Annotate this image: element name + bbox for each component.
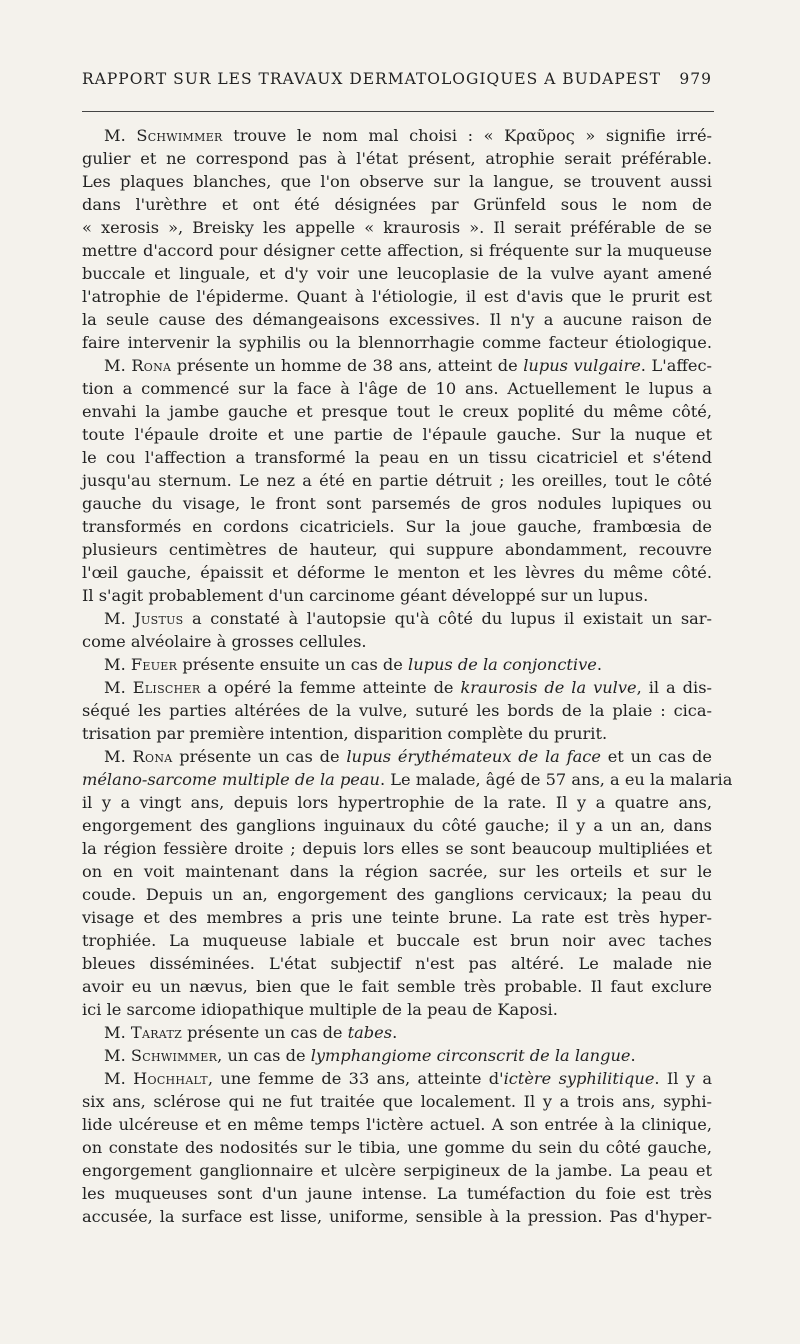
text-line	[82, 1159, 712, 1182]
text-run: Les plaques blanches, que l'on observe sur la langue, se trouvent aussi	[82, 172, 712, 191]
text-run: avoir eu un nævus, bien que le fait semble très probable. Il faut exclure	[82, 977, 712, 996]
text-line	[82, 216, 712, 239]
author-name: Taratz	[130, 1023, 183, 1042]
text-run: mettre d'accord pour désigner cette affection, si fréquente sur la muqueuse	[82, 241, 712, 260]
text-run: M.	[104, 1069, 134, 1088]
text-run: a opéré la femme atteinte de	[200, 678, 461, 697]
text-line	[82, 1067, 712, 1090]
text-run: « xerosis », Breisky les appelle « kraurosis ». Il serait préférable de se	[82, 218, 712, 237]
text-line	[82, 1136, 712, 1159]
text-run: on constate des nodosités sur le tibia, une gomme du sein du côté gauche,	[82, 1138, 712, 1157]
text-run: gauche du visage, le front sont parsemés de gros nodules lupiques ou	[82, 494, 712, 513]
italic-term: kraurosis de la vulve	[460, 678, 637, 697]
text-run: envahi la jambe gauche et presque tout le creux poplité du même côté,	[82, 402, 712, 421]
author-name: Rona	[132, 747, 173, 766]
text-run: présente un cas de	[182, 1023, 348, 1042]
text-line	[82, 1090, 712, 1113]
text-line	[82, 998, 712, 1021]
text-line	[82, 653, 712, 676]
text-run: trouve le nom mal choisi : « Κραῦρος » signifie irré-	[222, 126, 713, 145]
text-line	[82, 584, 712, 607]
text-line	[82, 745, 712, 768]
text-line	[82, 1205, 712, 1228]
text-line	[82, 929, 712, 952]
text-line	[82, 170, 712, 193]
text-run: M.	[104, 609, 135, 628]
author-name: Justus	[134, 609, 184, 628]
running-title: RAPPORT SUR LES TRAVAUX DERMATOLOGIQUES A BUDAPEST	[82, 70, 662, 88]
text-line	[82, 193, 712, 216]
text-run: M.	[104, 747, 133, 766]
text-run: tion a commencé sur la face à l'âge de 10 ans. Actuellement le lupus a	[82, 379, 712, 398]
text-run: présente un cas de	[172, 747, 347, 766]
text-run: le cou l'affection a transformé la peau en un tissu cicatriciel et s'étend	[82, 448, 712, 467]
text-line	[82, 699, 712, 722]
text-line	[82, 768, 733, 791]
author-name: Elischer	[132, 678, 201, 697]
text-run: M.	[104, 1023, 131, 1042]
text-line	[82, 124, 712, 147]
text-run: lide ulcéreuse et en même temps l'ictère actuel. A son entrée à la clinique,	[82, 1115, 712, 1134]
text-run: .	[630, 1046, 636, 1065]
text-run: engorgement des ganglions inguinaux du côté gauche; il y a un an, dans	[82, 816, 712, 835]
italic-term: lymphangiome circonscrit de la langue	[310, 1046, 631, 1065]
text-run: bleues disséminées. L'état subjectif n'est pas altéré. Le malade nie	[82, 954, 712, 973]
text-line	[82, 400, 712, 423]
text-run: M.	[104, 126, 137, 145]
text-line	[82, 906, 712, 929]
text-run: la région fessière droite ; depuis lors elles se sont beaucoup multipliées et	[82, 839, 712, 858]
text-line	[82, 147, 712, 170]
text-run: jusqu'au sternum. Le nez a été en partie détruit ; les oreilles, tout le côté	[82, 471, 712, 490]
text-line	[82, 354, 712, 377]
text-line	[82, 538, 712, 561]
text-line	[82, 239, 712, 262]
text-line	[82, 308, 712, 331]
text-line	[82, 837, 712, 860]
text-run: ici le sarcome idiopathique multiple de la peau de Kaposi.	[82, 1000, 558, 1019]
text-line	[82, 1021, 712, 1044]
text-run: transformés en cordons cicatriciels. Sur la joue gauche, frambœsia de	[82, 517, 712, 536]
text-run: dans l'urèthre et ont été désignées par Grünfeld sous le nom de	[82, 195, 712, 214]
text-run: présente un homme de 38 ans, atteint de	[171, 356, 524, 375]
italic-term: lupus érythémateux de la face	[346, 747, 601, 766]
text-line	[82, 285, 712, 308]
text-run: come alvéolaire à grosses cellules.	[82, 632, 367, 651]
author-name: Schwimmer	[130, 1046, 218, 1065]
text-line	[82, 676, 712, 699]
page-number: 979	[679, 70, 712, 88]
text-line	[82, 722, 712, 745]
text-run: , une femme de 33 ans, atteinte d'	[207, 1069, 504, 1088]
text-run: six ans, sclérose qui ne fut traitée que localement. Il y a trois ans, syphi-	[82, 1092, 712, 1111]
body-text	[82, 124, 733, 1228]
text-line	[82, 860, 712, 883]
text-line	[82, 469, 712, 492]
text-run: accusée, la surface est lisse, uniforme, sensible à la pression. Pas d'hyper-	[82, 1207, 712, 1226]
text-line	[82, 377, 712, 400]
text-run: il y a vingt ans, depuis lors hypertrophie de la rate. Il y a quatre ans,	[82, 793, 712, 812]
text-run: faire intervenir la syphilis ou la blennorrhagie comme facteur étiologique.	[82, 333, 712, 352]
author-name: Feuer	[130, 655, 178, 674]
text-run: , un cas de	[217, 1046, 311, 1065]
text-run: présente ensuite un cas de	[177, 655, 409, 674]
text-run: , il a dis-	[636, 678, 712, 697]
text-line	[82, 630, 712, 653]
text-line	[82, 814, 712, 837]
italic-term: tabes	[347, 1023, 393, 1042]
text-line	[82, 883, 712, 906]
text-run: . L'affec-	[640, 356, 712, 375]
text-run: M.	[104, 678, 133, 697]
text-run: visage et des membres a pris une teinte brune. La rate est très hyper-	[82, 908, 712, 927]
text-run: l'atrophie de l'épiderme. Quant à l'étiologie, il est d'avis que le prurit est	[82, 287, 712, 306]
author-name: Rona	[131, 356, 172, 375]
text-run: Il s'agit probablement d'un carcinome géant développé sur un lupus.	[82, 586, 649, 605]
text-line	[82, 952, 712, 975]
text-run: trisation par première intention, disparition complète du prurit.	[82, 724, 608, 743]
text-run: engorgement ganglionnaire et ulcère serpigineux de la jambe. La peau et	[82, 1161, 712, 1180]
text-run: plusieurs centimètres de hauteur, qui suppure abondamment, recouvre	[82, 540, 712, 559]
text-run: on en voit maintenant dans la région sacrée, sur les orteils et sur le	[82, 862, 712, 881]
text-run: a constaté à l'autopsie qu'à côté du lupus il existait un sar-	[183, 609, 712, 628]
text-run: gulier et ne correspond pas à l'état présent, atrophie serait préférable.	[82, 149, 712, 168]
italic-term: mélano-sarcome multiple de la peau	[82, 770, 380, 789]
text-line	[82, 1044, 712, 1067]
text-run: et un cas de	[600, 747, 712, 766]
text-run: l'œil gauche, épaissit et déforme le menton et les lèvres du même côté.	[82, 563, 712, 582]
text-line	[82, 561, 712, 584]
text-run: M.	[104, 655, 131, 674]
header-rule	[82, 111, 714, 112]
text-run: M.	[104, 356, 132, 375]
text-run: coude. Depuis un an, engorgement des ganglions cervicaux; la peau du	[82, 885, 712, 904]
text-line	[82, 262, 712, 285]
text-line	[82, 1182, 712, 1205]
text-run: la seule cause des démangeaisons excessives. Il n'y a aucune raison de	[82, 310, 712, 329]
text-line	[82, 515, 712, 538]
text-run: les muqueuses sont d'un jaune intense. La tuméfaction du foie est très	[82, 1184, 712, 1203]
text-line	[82, 975, 712, 998]
text-run: séqué les parties altérées de la vulve, suturé les bords de la plaie : cica-	[82, 701, 712, 720]
italic-term: ictère syphilitique	[503, 1069, 655, 1088]
text-run: M.	[104, 1046, 131, 1065]
text-line	[82, 331, 712, 354]
text-line	[82, 791, 712, 814]
text-run: toute l'épaule droite et une partie de l'épaule gauche. Sur la nuque et	[82, 425, 712, 444]
text-line	[82, 423, 712, 446]
author-name: Hochhalt	[133, 1069, 208, 1088]
text-run: . Il y a	[654, 1069, 712, 1088]
text-run: .	[596, 655, 602, 674]
text-line	[82, 446, 712, 469]
text-run: . Le malade, âgé de 57 ans, a eu la malaria	[379, 770, 733, 789]
italic-term: lupus vulgaire	[523, 356, 641, 375]
text-line	[82, 1113, 712, 1136]
running-header	[82, 70, 712, 96]
author-name: Schwimmer	[136, 126, 223, 145]
text-run: .	[392, 1023, 398, 1042]
text-line	[82, 607, 712, 630]
text-run: buccale et linguale, et d'y voir une leucoplasie de la vulve ayant amené	[82, 264, 712, 283]
italic-term: lupus de la conjonctive	[408, 655, 597, 674]
text-line	[82, 492, 712, 515]
text-run: trophiée. La muqueuse labiale et buccale est brun noir avec taches	[82, 931, 712, 950]
